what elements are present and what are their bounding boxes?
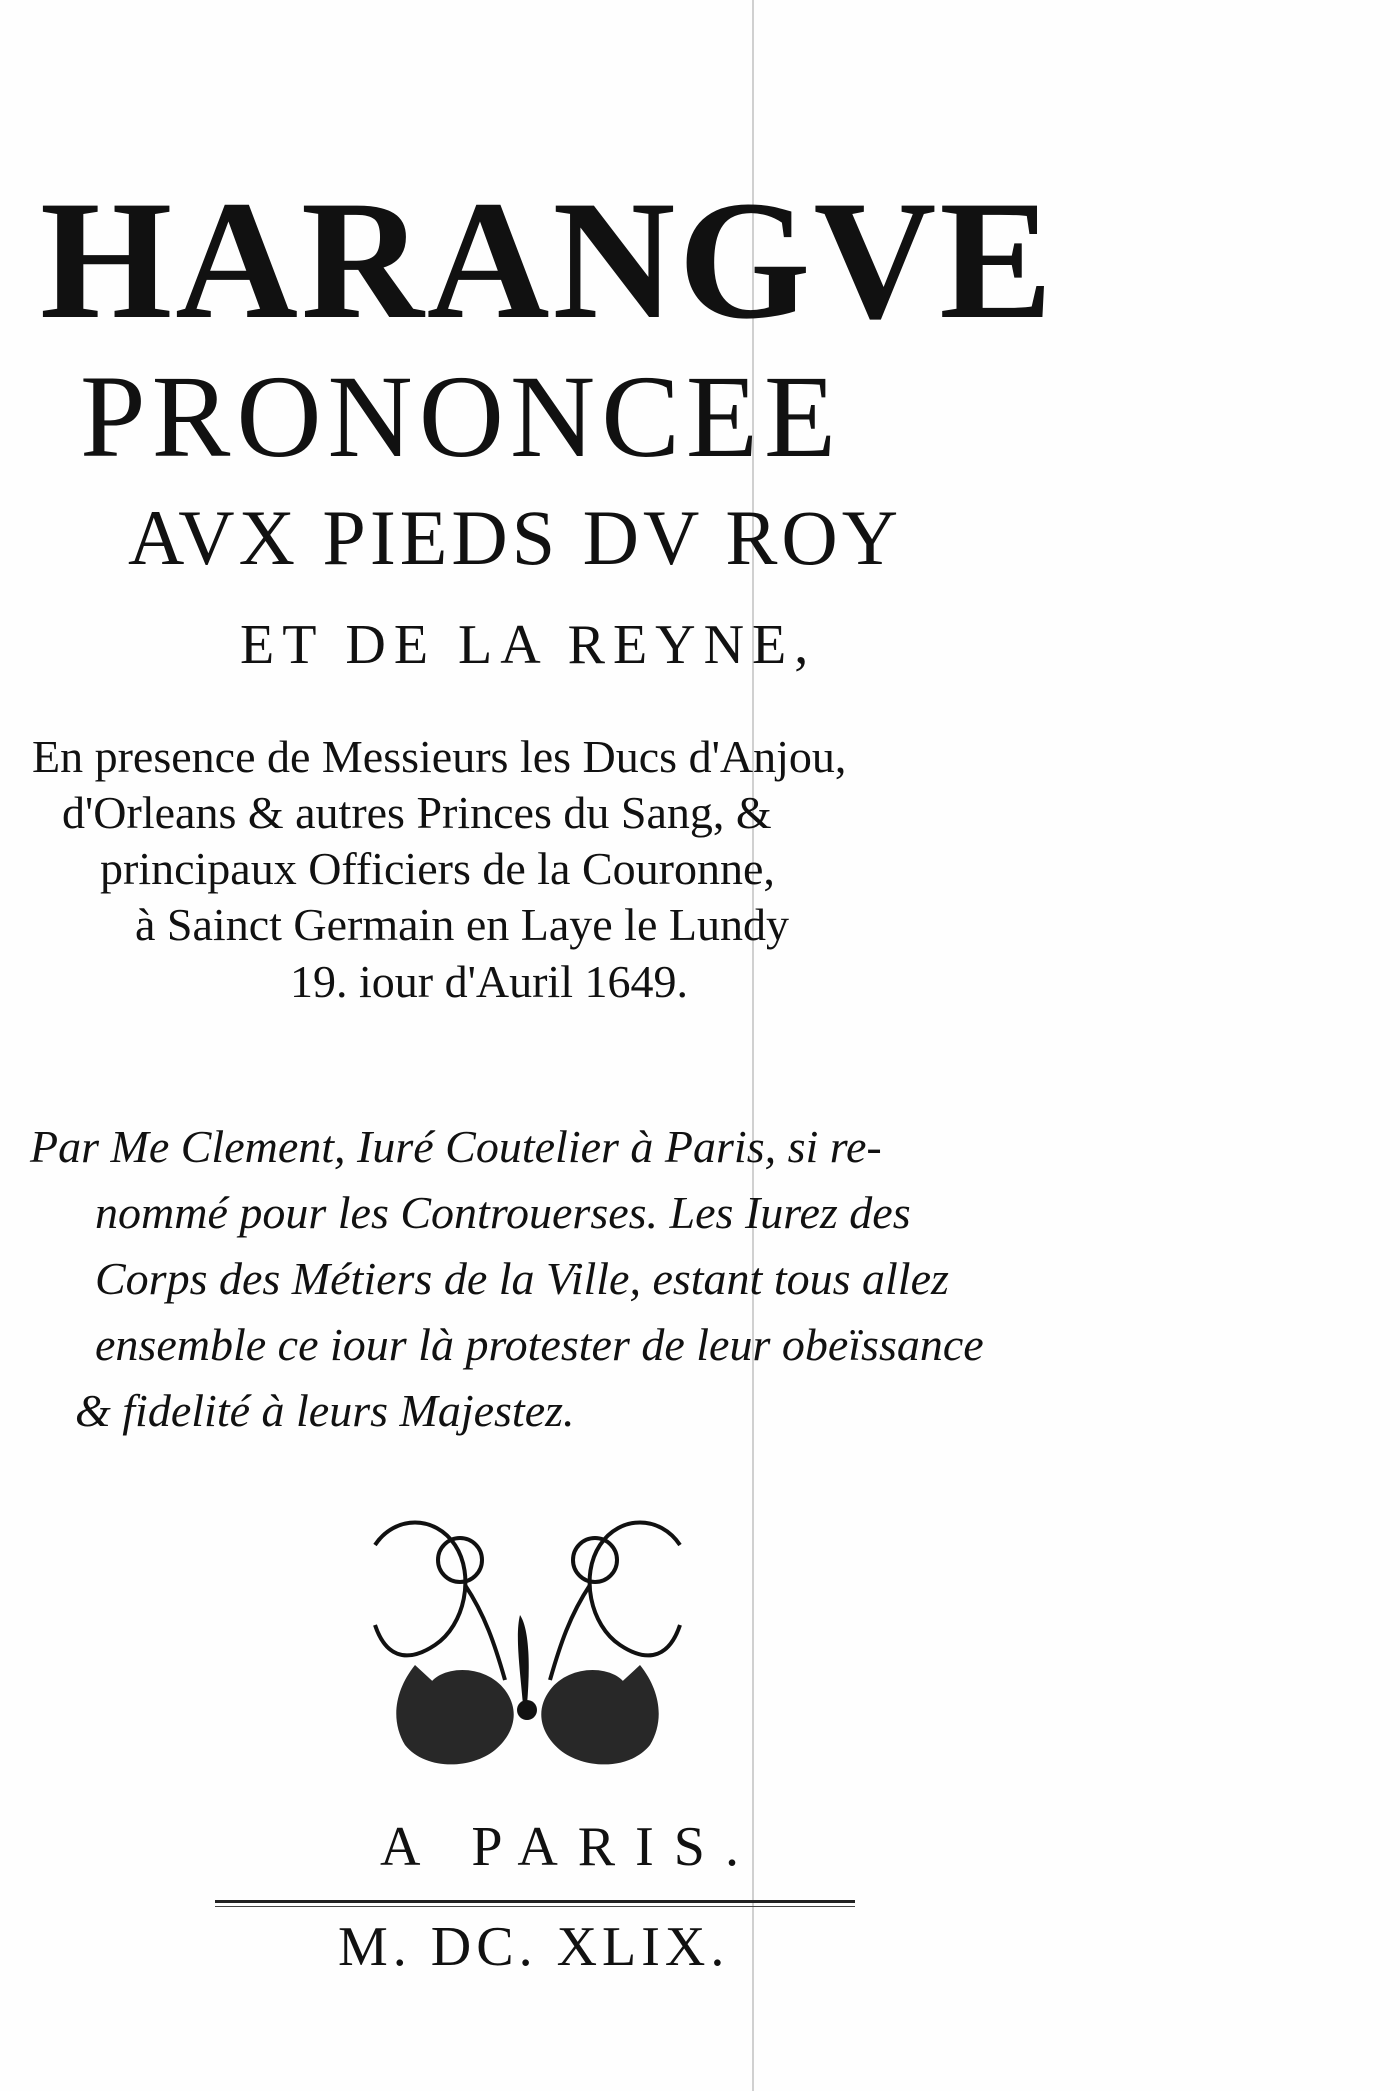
twin-mermaids-ornament-icon (355, 1505, 700, 1775)
body-line: 19. iour d'Auril 1649. (290, 956, 688, 1007)
title-line-2: PRONONCEE (80, 351, 843, 482)
body-line: principaux Officiers de la Couronne, (100, 843, 775, 894)
imprint-place: A PARIS. (380, 1816, 759, 1878)
author-line: Corps des Métiers de la Ville, estant tous allez (95, 1253, 949, 1304)
imprint-rule-thin (215, 1906, 855, 1907)
author-line: & fidelité à leurs Majestez. (75, 1385, 575, 1436)
title-line-4: ET DE LA REYNE, (240, 614, 817, 676)
body-line: En presence de Messieurs les Ducs d'Anjou, (32, 731, 847, 782)
author-line: Par Me Clement, Iuré Coutelier à Paris, si re- (30, 1121, 882, 1172)
imprint-date: M. DC. XLIX. (338, 1916, 730, 1978)
author-line: ensemble ce iour là protester de leur obeïssance (95, 1319, 984, 1370)
title-line-3: AVX PIEDS DV ROY (128, 494, 903, 581)
title-line-1: HARANGVE (40, 166, 1056, 354)
body-line: d'Orleans & autres Princes du Sang, & (62, 787, 772, 838)
author-line: nommé pour les Controuerses. Les Iurez des (95, 1187, 911, 1238)
body-line: à Sainct Germain en Laye le Lundy (135, 899, 789, 950)
imprint-rule (215, 1900, 855, 1903)
